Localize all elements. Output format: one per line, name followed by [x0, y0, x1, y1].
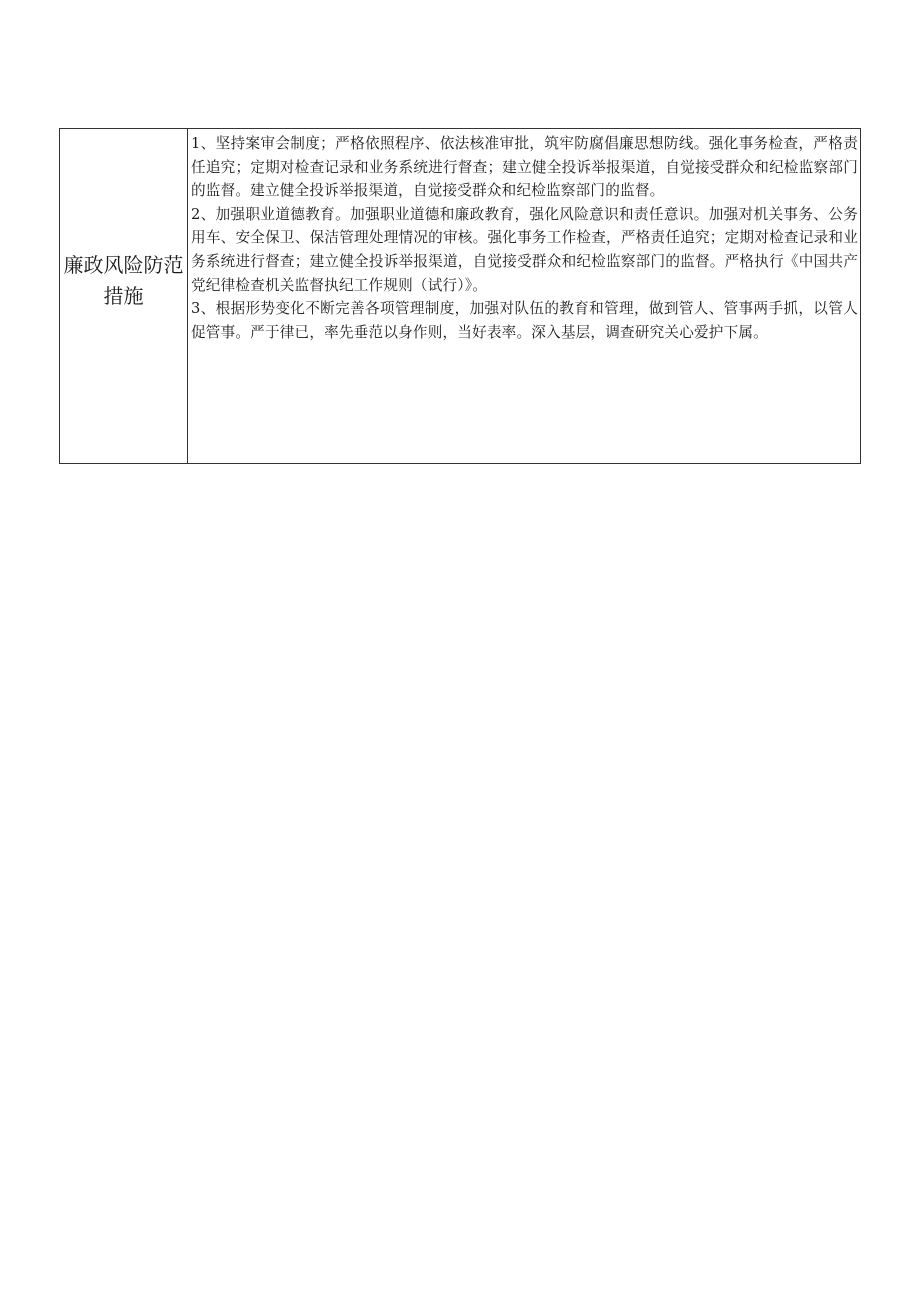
label-cell [60, 129, 188, 464]
table-row [60, 129, 861, 464]
row-label: 廉政风险防范措施 [63, 253, 184, 308]
measure-item-1: 1、坚持案审会制度；严格依照程序、依法核准审批，筑牢防腐倡廉思想防线。强化事务检查，严格责任追究；定期对检查记录和业务系统进行督查；建立健全投诉举报渠道，自觉接受群众和纪检监察部门的监督。建立健全投诉举报渠道，自觉接受群众和纪检监察部门的监督。 [191, 135, 858, 200]
measure-item-2: 2、加强职业道德教育。加强职业道德和廉政教育，强化风险意识和责任意识。加强对机关事务、公务用车、安全保卫、保洁管理处理情况的审核。强化事务工作检查，严格责任追究；定期对检查记录和业务系统进行督查；建立健全投诉举报渠道，自觉接受群众和纪检监察部门的监督。严格执行《中国共产党纪律检查机关监督执纪工作规则（试行）》。 [191, 205, 858, 294]
measure-item-3: 3、根据形势变化不断完善各项管理制度，加强对队伍的教育和管理，做到管人、管事两手抓，以管人促管事。严于律已，率先垂范以身作则，当好表率。深入基层，调查研究关心爱护下属。 [191, 300, 858, 341]
risk-measures-table [59, 128, 861, 464]
content-cell [188, 129, 861, 464]
